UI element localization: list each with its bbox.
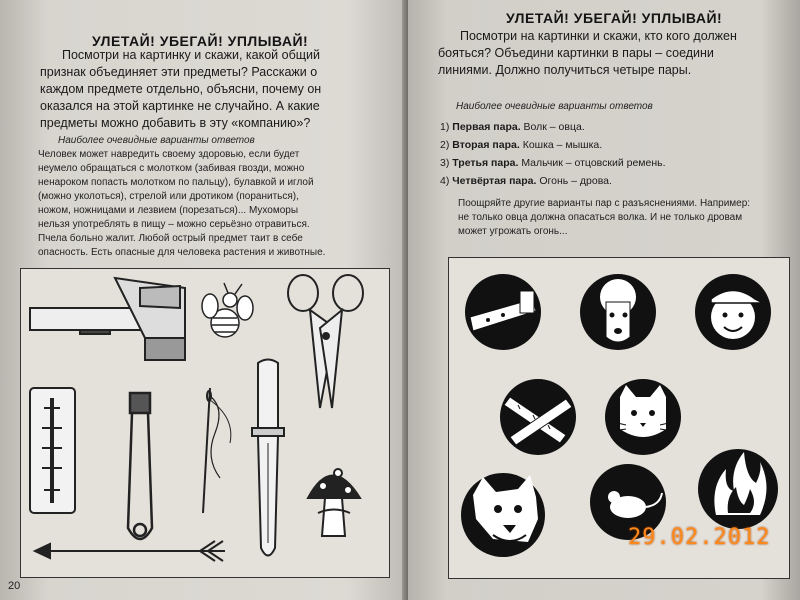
pair-text: Кошка – мышка. <box>522 139 603 151</box>
pair-number: 2) <box>440 139 450 151</box>
answer-line: нельзя употреблять в пищу – можно серьёзно отравиться. <box>38 219 310 230</box>
answer-line: ненароком попасть молотком по пальцу), булавкой и иглой <box>38 177 314 188</box>
question-line: Посмотри на картинку и скажи, какой общий <box>62 48 320 62</box>
arrow-icon <box>35 541 225 561</box>
knife-icon <box>252 360 284 556</box>
question-line: предметы можно добавить в эту «компанию»? <box>40 116 311 130</box>
question-line: оказался на этой картинке не случайно. А какие <box>40 99 320 113</box>
encourage-line: Поощряйте другие варианты пар с разъяснениями. Например: <box>458 198 751 209</box>
sheep-icon <box>580 274 656 350</box>
pair-number: 4) <box>440 175 450 187</box>
pair-label: Первая пара. <box>452 121 521 133</box>
answer-line: (можно уколоться), стрелой или дротиком (пораниться), <box>38 191 299 202</box>
pair-text: Мальчик – отцовский ремень. <box>521 157 666 169</box>
firewood-icon <box>500 379 576 455</box>
razor-blade-icon <box>30 388 75 513</box>
left-page-title: УЛЕТАЙ! УБЕГАЙ! УПЛЫВАЙ! <box>92 33 309 49</box>
pair-row-1 <box>440 118 760 136</box>
right-page-title: УЛЕТАЙ! УБЕГАЙ! УПЛЫВАЙ! <box>506 10 723 26</box>
right-encourage <box>458 197 788 239</box>
question-line: Посмотри на картинки и скажи, кто кого должен <box>460 29 737 43</box>
left-answers-heading: Наиболее очевидные варианты ответов <box>58 135 255 146</box>
scissors-icon <box>288 275 363 408</box>
boy-icon <box>695 274 771 350</box>
fire-icon <box>698 449 778 529</box>
answer-line: опасность. Есть опасные для человека растения и животные. <box>38 247 326 258</box>
page-number: 20 <box>8 580 21 592</box>
camera-date-stamp: 29.02.2012 <box>628 525 771 550</box>
pair-number: 1) <box>440 121 450 133</box>
answer-line: неумело обращаться с молотком (забивая гвозди, можно <box>38 163 305 174</box>
pair-label: Вторая пара. <box>452 139 520 151</box>
wolf-icon <box>461 473 545 557</box>
pair-text: Огонь – дрова. <box>539 175 612 187</box>
safety-pin-icon <box>128 393 152 539</box>
right-question <box>438 28 783 79</box>
pair-text: Волк – овца. <box>523 121 585 133</box>
hammer-icon <box>30 278 185 360</box>
cat-icon <box>605 379 681 455</box>
question-line: линиями. Должно получиться четыре пары. <box>438 63 692 77</box>
pair-row-3 <box>440 154 760 172</box>
question-line: каждом предмете отдельно, объясни, почему он <box>40 82 322 96</box>
encourage-line: не только овца должна опасаться волка. И не только дровам <box>458 212 743 223</box>
pair-number: 3) <box>440 157 450 169</box>
encourage-line: может угрожать огонь... <box>458 226 568 237</box>
question-line: признак объединяет эти предметы? Расскажи о <box>40 65 318 79</box>
left-answers <box>38 148 388 260</box>
answer-line: Пчела больно жалит. Любой острый предмет таит в себе <box>38 233 303 244</box>
pair-row-4 <box>440 172 760 190</box>
pair-label: Третья пара. <box>452 157 519 169</box>
belt-icon <box>465 274 541 350</box>
left-question <box>40 47 400 132</box>
pair-row-2 <box>440 136 760 154</box>
answer-line: ножом, ножницами и лезвием (порезаться)... Мухоморы <box>38 205 299 216</box>
question-line: бояться? Объедини картинки в пары – соедини <box>438 46 714 60</box>
answer-pairs-list <box>440 118 760 190</box>
right-page <box>408 0 800 600</box>
right-answers-heading: Наиболее очевидные варианты ответов <box>456 101 653 112</box>
mushroom-icon <box>308 469 360 536</box>
bee-icon <box>202 283 253 337</box>
pair-label: Четвёртая пара. <box>452 175 537 187</box>
answer-line: Человек может навредить своему здоровью, если будет <box>38 149 300 160</box>
left-illustration <box>20 268 390 578</box>
needle-thread-icon <box>203 388 231 513</box>
